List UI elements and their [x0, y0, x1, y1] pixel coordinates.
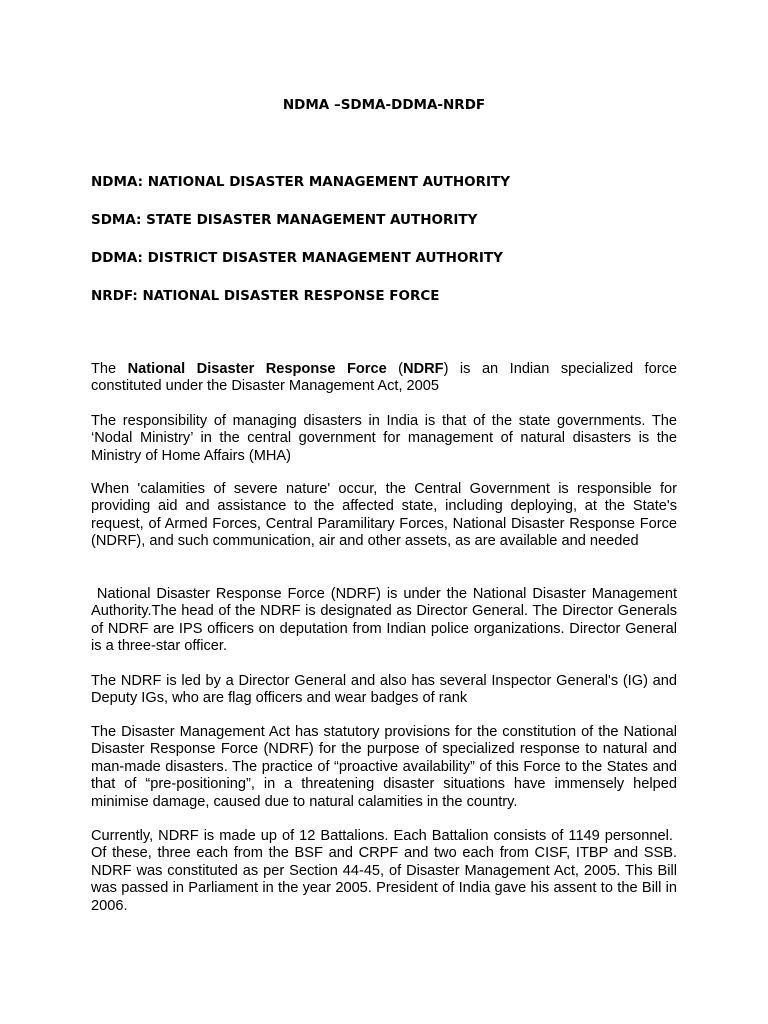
paragraph-responsibility: The responsibility of managing disasters in India is that of the state governments. The ‘Nodal Ministry’ in the central government for management of natural disasters is the Ministry of Home Affairs (MHA) [91, 413, 677, 464]
abbreviation-sdma: SDMA: STATE DISASTER MANAGEMENT AUTHORITY [91, 212, 478, 228]
intro-prefix: The [91, 361, 128, 377]
abbreviation-ddma: DDMA: DISTRICT DISASTER MANAGEMENT AUTHORITY [91, 250, 503, 266]
abbreviation-nrdf: NRDF: NATIONAL DISASTER RESPONSE FORCE [91, 288, 440, 304]
paragraph-calamities: When 'calamities of severe nature' occur, the Central Government is responsible for providing aid and assistance to the affected state, including deploying, at the State's request, of Armed Forces, Central Paramilitary Forces, National Disaster Response Force (NDRF), and such communication, air and other assets, as are available and needed [91, 481, 677, 550]
intro-suffix: ) is an Indian specialized force constituted under the Disaster Management Act, 2005 [91, 361, 677, 395]
intro-paragraph [91, 361, 677, 396]
document-title: NDMA –SDMA-DDMA-NRDF [282, 97, 486, 113]
intro-bold-abbr: NDRF [403, 361, 444, 377]
paragraph-ndrf-leadership: The NDRF is led by a Director General and also has several Inspector General's (IG) and Deputy IGs, who are flag officers and wear badges of rank [91, 673, 677, 707]
abbreviation-ndma: NDMA: NATIONAL DISASTER MANAGEMENT AUTHORITY [91, 174, 511, 190]
intro-mid: ( [386, 361, 404, 377]
intro-bold-name: National Disaster Response Force [127, 361, 387, 377]
paragraph-ndrf-head: National Disaster Response Force (NDRF) is under the National Disaster Management Authority.The head of the NDRF is designated as Director General. The Director Generals of NDRF are IPS officers on deputation from Indian police organizations. Director General is a three-star officer. [91, 586, 677, 655]
paragraph-battalions: Currently, NDRF is made up of 12 Battalions. Each Battalion consists of 1149 personnel. Of these, three each from the BSF and CRPF and two each from CISF, ITBP and SSB. NDRF was constituted as per Section 44-45, of Disaster Management Act, 2005. This Bill was passed in Parliament in the year 2005. President of India gave his assent to the Bill in 2006. [91, 828, 677, 914]
paragraph-disaster-act: The Disaster Management Act has statutory provisions for the constitution of the National Disaster Response Force (NDRF) for the purpose of specialized response to natural and man-made disasters. The practice of “proactive availability” of this Force to the States and that of “pre-positioning”, in a threatening disaster situations have immensely helped minimise damage, caused due to natural calamities in the country. [91, 724, 677, 810]
